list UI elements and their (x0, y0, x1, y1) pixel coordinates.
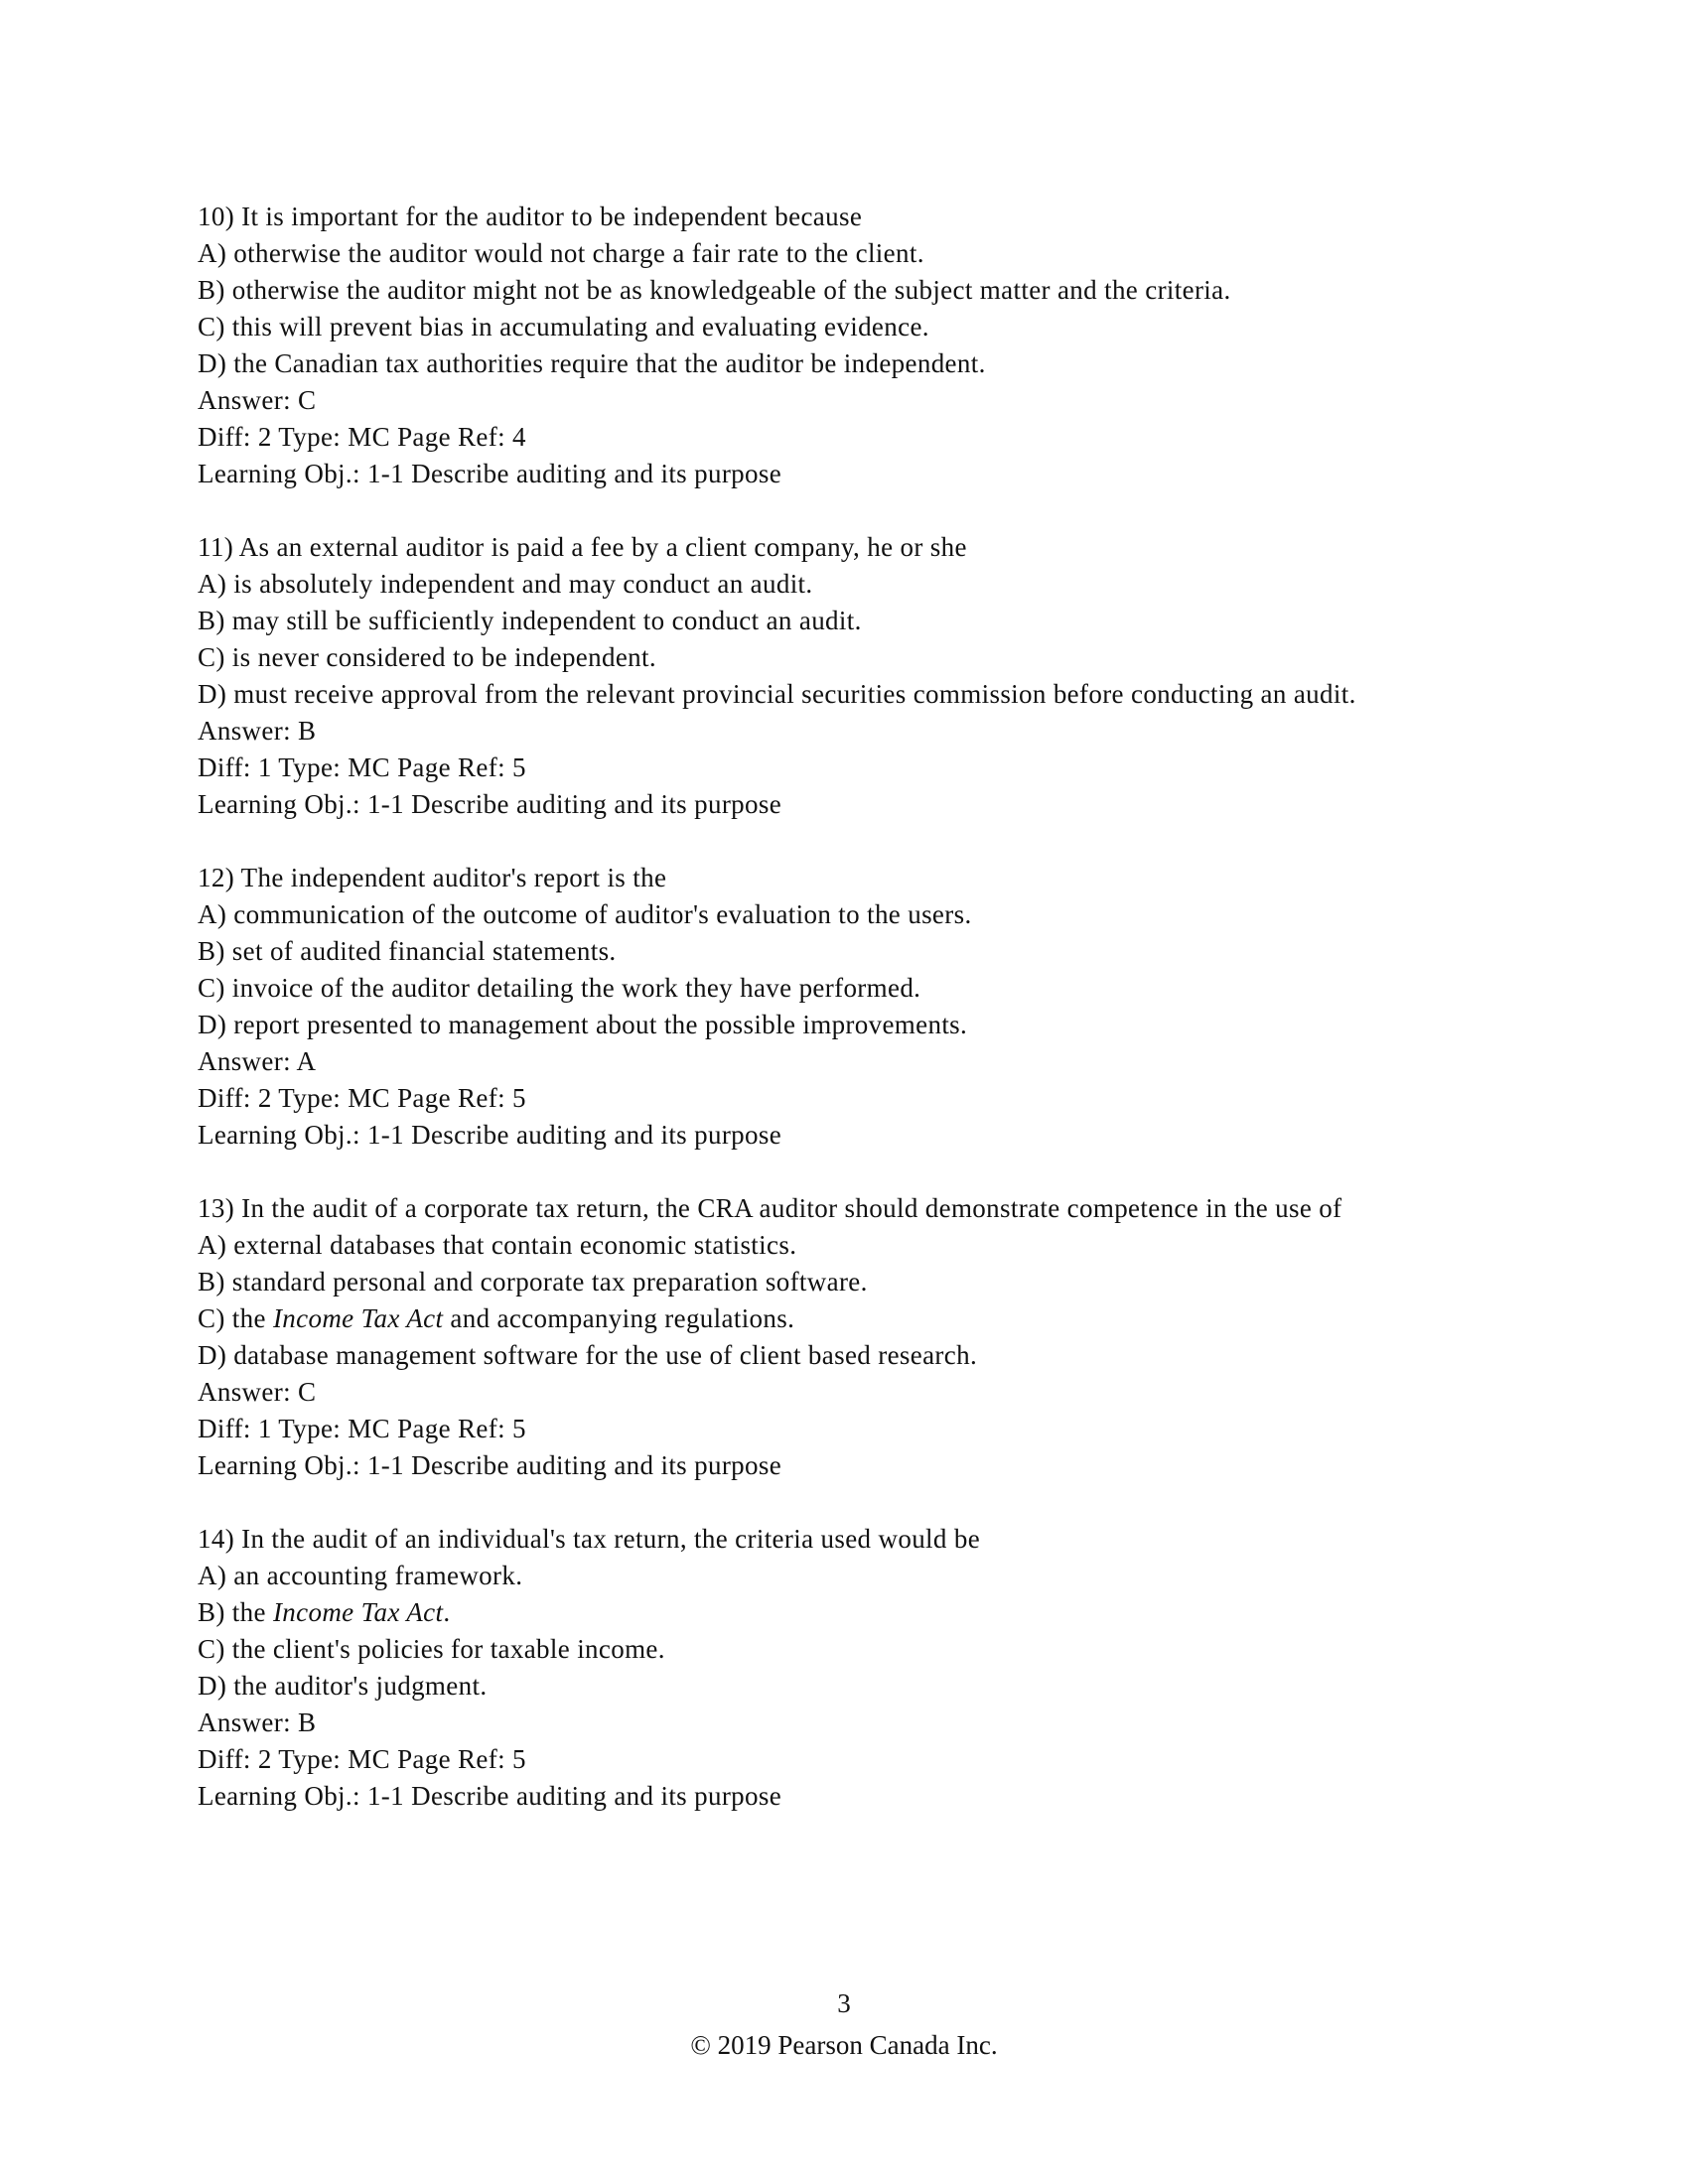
question-meta: Diff: 2 Type: MC Page Ref: 5 (198, 1744, 526, 1774)
question-stem: 12) The independent auditor's report is the (198, 863, 667, 892)
option-text: B) standard personal and corporate tax preparation software. (198, 1267, 868, 1297)
answer-option (198, 1264, 1508, 1300)
option-text: A) external databases that contain economic statistics. (198, 1230, 797, 1260)
answer-option (198, 566, 1508, 603)
question-block (198, 1190, 1508, 1484)
italic-title: Income Tax Act (272, 1303, 444, 1333)
option-text: D) must receive approval from the relevant provincial securities commission before conducting an audit. (198, 679, 1356, 709)
learning-objective: Learning Obj.: 1-1 Describe auditing and its purpose (198, 459, 782, 488)
learning-objective: Learning Obj.: 1-1 Describe auditing and its purpose (198, 1120, 782, 1150)
option-text: A) otherwise the auditor would not charge a fair rate to the client. (198, 238, 924, 268)
answer-option (198, 345, 1508, 382)
answer-option (198, 1337, 1508, 1374)
answer-key: Answer: B (198, 1707, 317, 1737)
answer-option (198, 1007, 1508, 1043)
option-text: B) the (198, 1597, 273, 1627)
answer-option (198, 1227, 1508, 1264)
page-number: 3 (837, 1988, 851, 2018)
option-text: C) this will prevent bias in accumulating and evaluating evidence. (198, 312, 929, 341)
answer-key: Answer: A (198, 1046, 317, 1076)
question-meta: Diff: 1 Type: MC Page Ref: 5 (198, 1414, 526, 1443)
question-block (198, 199, 1508, 492)
option-text: B) otherwise the auditor might not be as knowledgeable of the subject matter and the criteria. (198, 275, 1231, 305)
learning-objective: Learning Obj.: 1-1 Describe auditing and its purpose (198, 1781, 782, 1811)
answer-option (198, 896, 1508, 933)
option-text: D) database management software for the use of client based research. (198, 1340, 978, 1370)
answer-option (198, 309, 1508, 345)
answer-option (198, 1631, 1508, 1668)
copyright: © 2019 Pearson Canada Inc. (690, 2030, 998, 2060)
option-text: A) is absolutely independent and may conduct an audit. (198, 569, 813, 599)
answer-key: Answer: C (198, 1377, 317, 1407)
option-text: A) communication of the outcome of auditor's evaluation to the users. (198, 899, 972, 929)
option-text: D) the Canadian tax authorities require that the auditor be independent. (198, 348, 986, 378)
question-list (198, 199, 1508, 1851)
answer-option (198, 1558, 1508, 1594)
option-text: C) is never considered to be independent. (198, 642, 656, 672)
answer-option (198, 272, 1508, 309)
question-stem: 13) In the audit of a corporate tax return, the CRA auditor should demonstrate competence in the use of (198, 1193, 1342, 1223)
option-text: C) the (198, 1303, 273, 1333)
option-text: . (443, 1597, 451, 1627)
learning-objective: Learning Obj.: 1-1 Describe auditing and its purpose (198, 1450, 782, 1480)
option-text: B) may still be sufficiently independent to conduct an audit. (198, 606, 862, 635)
question-stem: 11) As an external auditor is paid a fee by a client company, he or she (198, 532, 967, 562)
option-text: B) set of audited financial statements. (198, 936, 617, 966)
question-block (198, 1521, 1508, 1815)
answer-option (198, 1668, 1508, 1705)
question-meta: Diff: 2 Type: MC Page Ref: 5 (198, 1083, 526, 1113)
italic-title: Income Tax Act (272, 1597, 444, 1627)
option-text: C) the client's policies for taxable income. (198, 1634, 665, 1664)
answer-option (198, 676, 1508, 713)
answer-option (198, 1300, 1508, 1337)
question-meta: Diff: 1 Type: MC Page Ref: 5 (198, 752, 526, 782)
option-text: and accompanying regulations. (443, 1303, 795, 1333)
question-stem: 14) In the audit of an individual's tax return, the criteria used would be (198, 1524, 981, 1554)
option-text: D) the auditor's judgment. (198, 1671, 488, 1701)
answer-option (198, 970, 1508, 1007)
option-text: C) invoice of the auditor detailing the work they have performed. (198, 973, 921, 1003)
option-text: D) report presented to management about the possible improvements. (198, 1010, 968, 1039)
answer-option (198, 933, 1508, 970)
answer-option (198, 235, 1508, 272)
question-block (198, 860, 1508, 1154)
answer-option (198, 1594, 1508, 1631)
answer-option (198, 639, 1508, 676)
answer-key: Answer: B (198, 716, 317, 746)
question-meta: Diff: 2 Type: MC Page Ref: 4 (198, 422, 526, 452)
answer-key: Answer: C (198, 385, 317, 415)
answer-option (198, 603, 1508, 639)
question-block (198, 529, 1508, 823)
question-stem: 10) It is important for the auditor to be independent because (198, 202, 863, 231)
option-text: A) an accounting framework. (198, 1561, 523, 1590)
learning-objective: Learning Obj.: 1-1 Describe auditing and its purpose (198, 789, 782, 819)
